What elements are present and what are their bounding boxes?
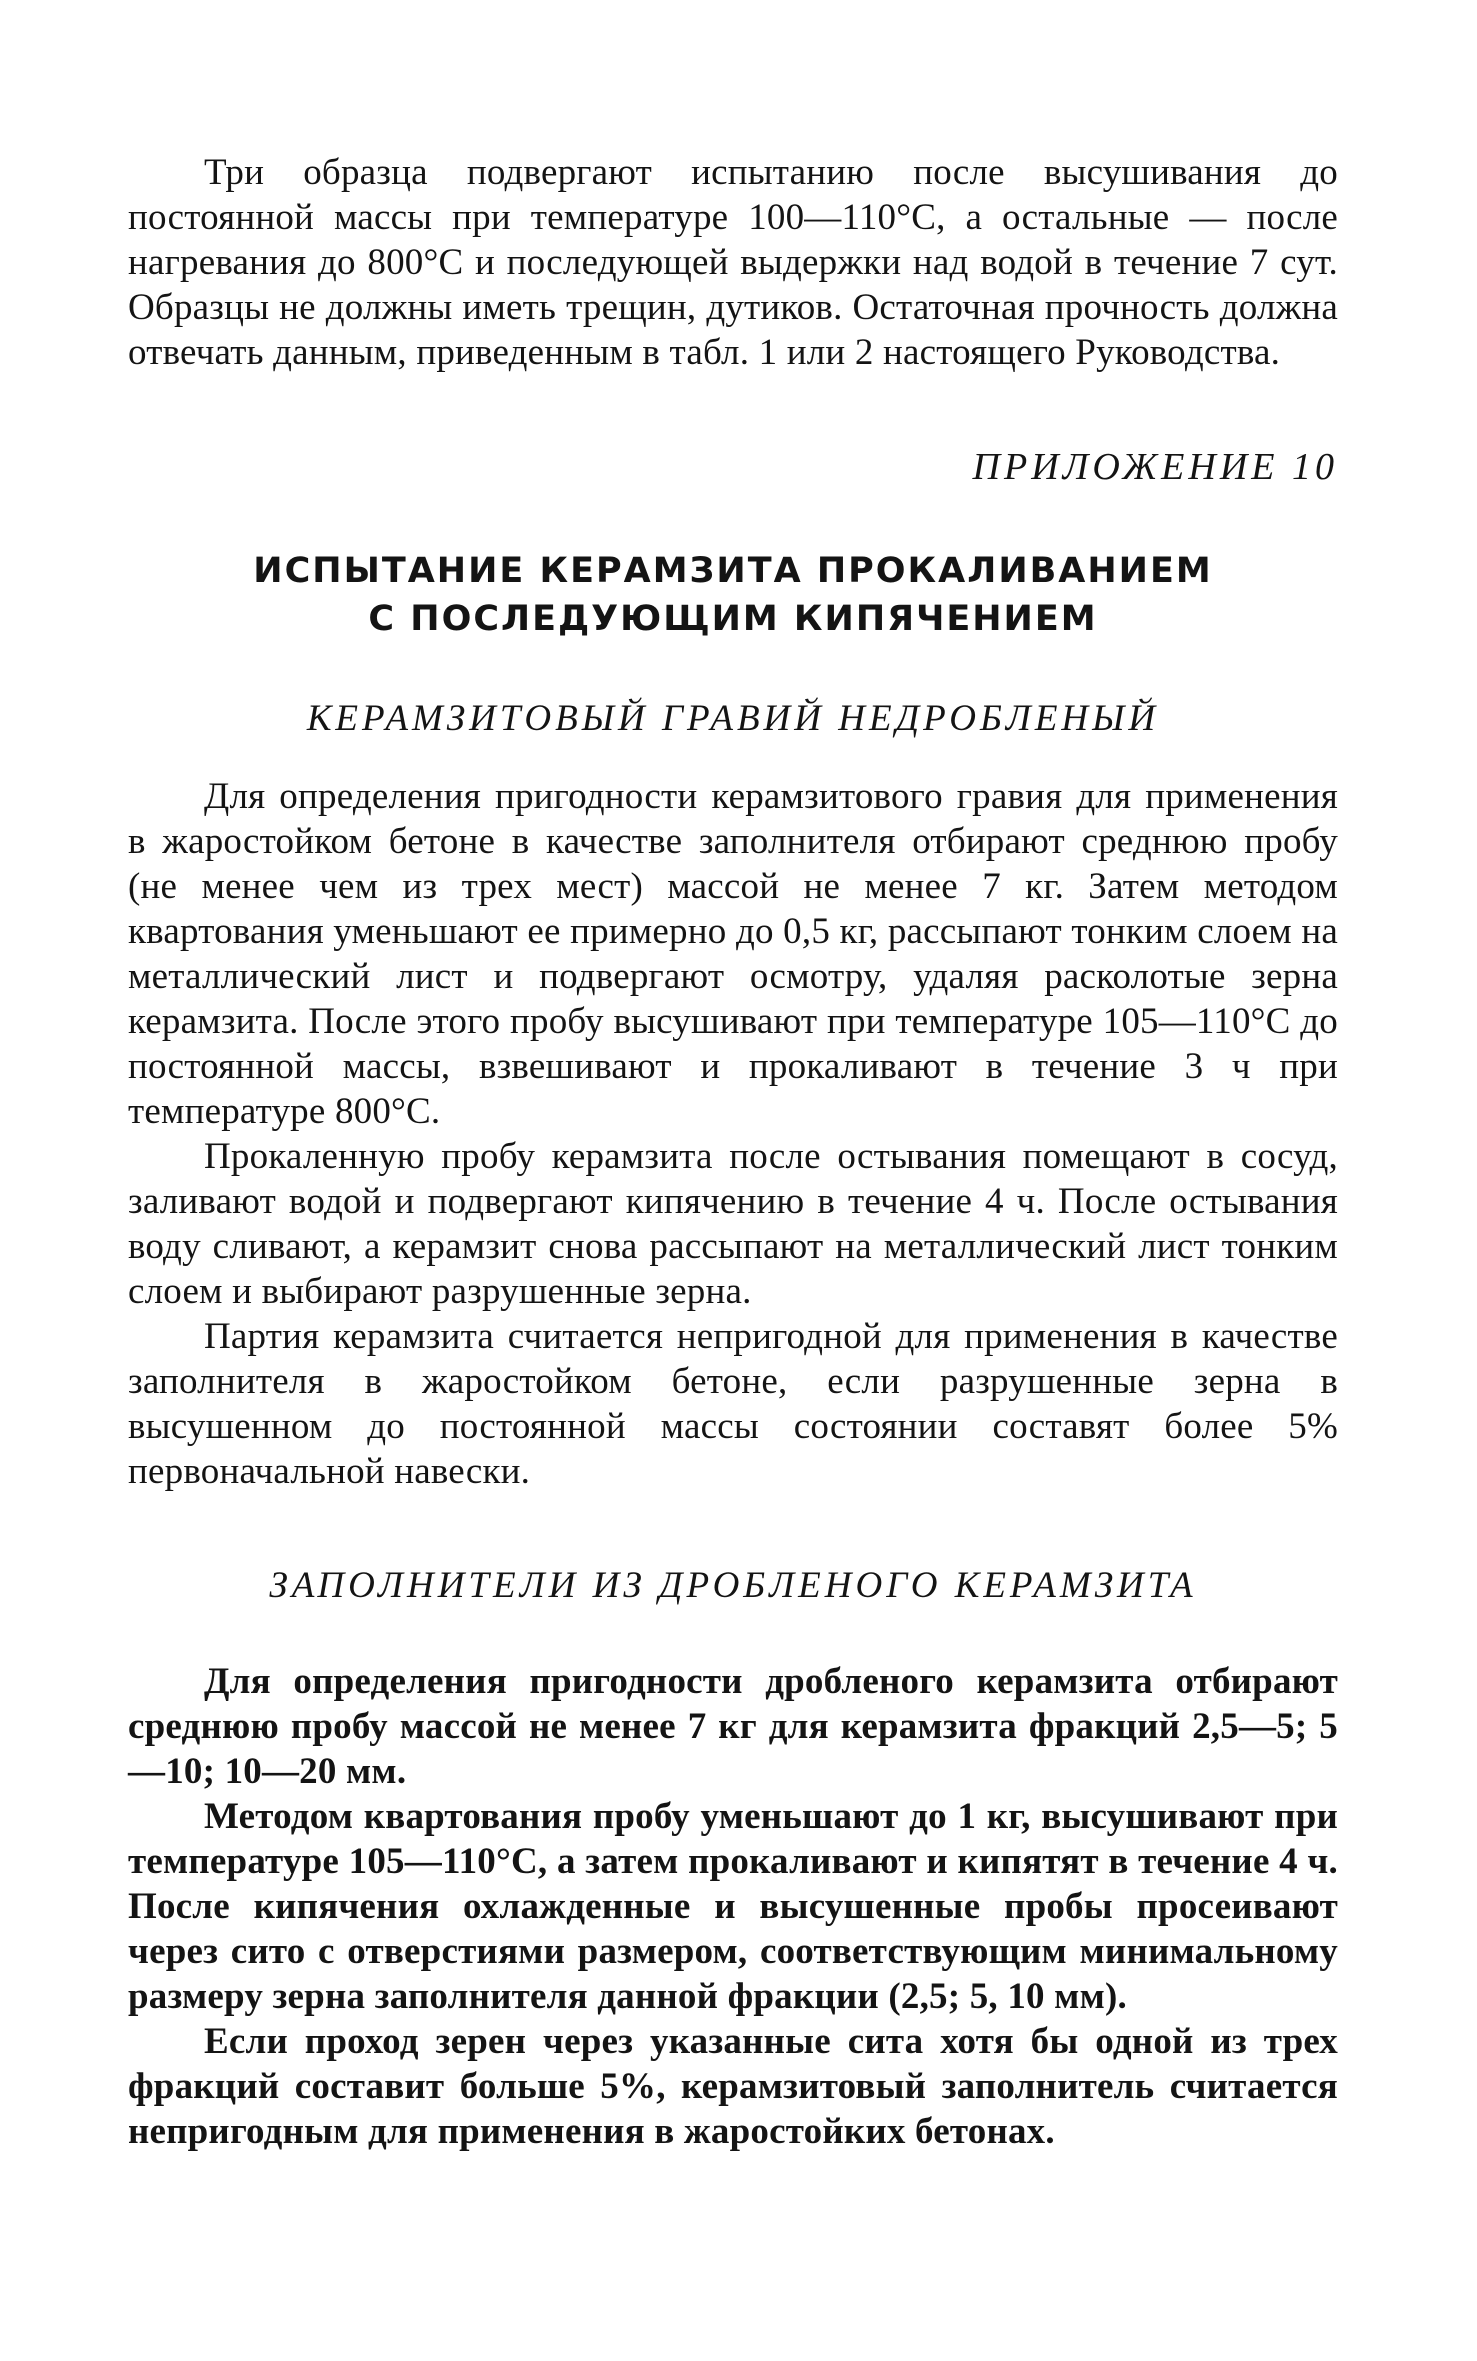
main-title-line-2: С ПОСЛЕДУЮЩИМ КИПЯЧЕНИЕМ	[368, 599, 1098, 639]
document-page	[128, 150, 1338, 2154]
section1-paragraph-1: Для определения пригодности керамзитового гравия для применения в жаростойком бетоне в качестве заполнителя отбирают среднюю пробу (не менее чем из трех мест) массой не менее 7 кг. Затем методом квартования уменьшают ее примерно до 0,5 кг, рассыпают тонким слоем на металлический лист и подвергают осмотру, удаляя расколотые зерна керамзита. После этого пробу высушивают при температуре 105—110°С до постоянной массы, взвешивают и прокаливают в течение 3 ч при температуре 800°С.	[128, 776, 1338, 1132]
section2-paragraph-2: Методом квартования пробу уменьшают до 1 кг, высушивают при температуре 105—110°С, а затем прокаливают и кипятят в течение 4 ч. После кипячения охлажденные и высушенные пробы просеивают через сито с отверстиями размером, соответствующим минимальному размеру зерна заполнителя данной фракции (2,5; 5, 10 мм).	[128, 1796, 1338, 2017]
intro-paragraph: Три образца подвергают испытанию после высушивания до постоянной массы при температуре 100—110°С, а остальные — после нагревания до 800°С и последующей выдержки над водой в течение 7 сут. Образцы не должны иметь трещин, дутиков. Остаточная прочность должна отвечать данным, приведенным в табл. 1 или 2 настоящего Руководства.	[128, 152, 1338, 373]
appendix-label: ПРИЛОЖЕНИЕ 10	[972, 446, 1338, 488]
section-heading-crushed-aggregate: ЗАПОЛНИТЕЛИ ИЗ ДРОБЛЕНОГО КЕРАМЗИТА	[269, 1565, 1197, 1606]
section1-paragraph-3: Партия керамзита считается непригодной для применения в качестве заполнителя в жаростойком бетоне, если разрушенные зерна в высушенном до постоянной массы состоянии составят более 5% первоначальной навески.	[128, 1316, 1338, 1492]
section2-paragraph-1: Для определения пригодности дробленого керамзита отбирают среднюю пробу массой не менее 7 кг для керамзита фракций 2,5—5; 5—10; 10—20 мм.	[128, 1661, 1338, 1792]
section1-paragraph-2: Прокаленную пробу керамзита после остывания помещают в сосуд, заливают водой и подвергают кипячению в течение 4 ч. После остывания воду сливают, а керамзит снова рассыпают на металлический лист тонким слоем и выбирают разрушенные зерна.	[128, 1136, 1338, 1312]
section-heading-uncrushed-gravel: КЕРАМЗИТОВЫЙ ГРАВИЙ НЕДРОБЛЕНЫЙ	[306, 698, 1160, 739]
main-title	[128, 547, 1338, 643]
main-title-line-1: ИСПЫТАНИЕ КЕРАМЗИТА ПРОКАЛИВАНИЕМ	[253, 551, 1213, 591]
section2-paragraph-3: Если проход зерен через указанные сита хотя бы одной из трех фракций составит больше 5%, керамзитовый заполнитель считается непригодным для применения в жаростойких бетонах.	[128, 2021, 1338, 2152]
